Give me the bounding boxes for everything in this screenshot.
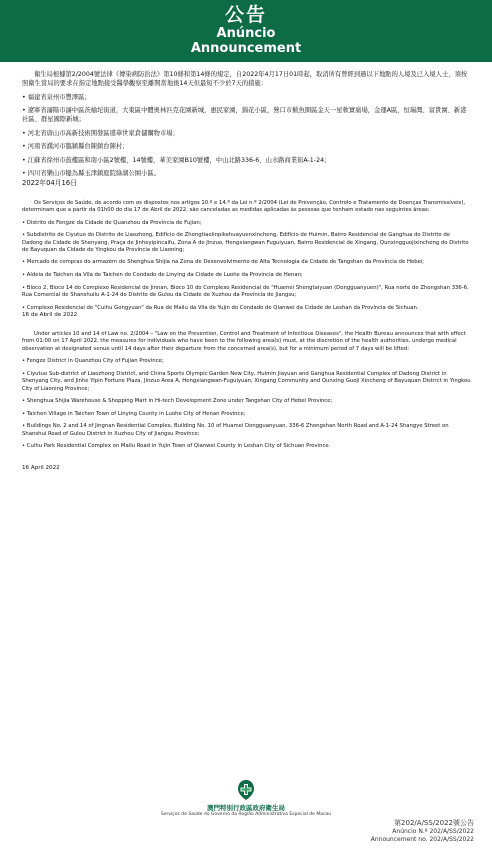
zh-item-5: • 江蘇省徐州市鼓樓區和南小區2號樓，14號樓，華美家園B10號樓，中山北路336-6、山水路商業街A-1-24； [22,156,331,164]
zh-item-6: • 四川省樂山市犍為縣玉津鎮庭院綠湖公園小區。 [22,170,160,178]
ref-en: Announcement no. 202/A/SS/2022 [370,835,474,843]
pt-item-5: • Bloco 2, Bloco 14 do Complexo Residencial de Jinnan, Bloco 10 do Complexo Residencial de "Huamei Shengtaiyuan (Dongguanyuen)", Rua norte de Zhongshan 336-6, Rua Comercial de Shanshuilu A-1-24 do Distrito de Gulou da Cidade de Xuzhou da Província de Jiangsu; [22,284,469,298]
zh-item-4: • 河南省濮河市臨潁縣台陳鎮台陳村； [22,143,129,151]
en-intro: Under articles 10 and 14 of Law no. 2/2004 – "Law on the Prevention, Control and Treatment of Infectious Diseases", the Health Bureau announces that with effect from 01:00 on 17 April 2022, the measures for individuals who have been to the following area(s) must, at the discretion of the health authorities, undergo medical observation at designated venue until 14 days after their departure from the concerned area(s), but for a minimum period of 7 days will be lifted: [22,331,466,352]
pt-intro: Os Serviços de Saúde, de acordo com os dispostos nos artigos 10.º e 14.º da Lei n.º 2/2004 (Lei de Prevenção, Controlo e Tratamento de Doenças Transmissíveis), determinam que a partir da 01h00 do dia 17 de Abril de 2022, são canceladas as medidas aplicadas às pessoas que tenham estado nas seguintes áreas: [22,199,466,214]
en-item-5: • Buildings No. 2 and 14 of Jingnan Residential Complex, Building No. 10 of Huamei Dongguanyuan, 336-6 Zhongshan North Road and A-1-24 Shangye Street on Shanshui Road of Gulou District in Xuzhou City of Jiangsu Province; [22,423,449,437]
pt-item-2: • Subdistrito de Ciyutuo do Distrito de Liaozhong, Edifício de Zhongtiaolinpikehuayuenxincheng, Edifício de Huimin, Bairro Residencial de Ganghua do Distrito de Dadong da Cidade de Shenyang, Praça de Jinheyipincaifu, Zona A de Jinzuo, Hengxiangwan Fuguiyuan, Bairro Residencial de Xingang, Qunxingguojixincheng do Distrito de Bayuquan da Cidade de Yingkou da Província de Liaoning; [22,232,469,253]
pt-item-6: • Complexo Residencial de "Cuihu Gongyuan" da Rua de Mailu da Vila de Yujin do Condado de Qianwei da Cidade de Leshan da Província de Sichuan. [22,304,419,311]
zh-date: 2022年04月16日 [22,178,77,187]
health-bureau-logo-icon [234,778,258,802]
zh-list [22,93,472,179]
english-section [22,331,472,472]
zh-item-2: • 遼寧省瀋陽市瀋中區茨榆坨街道，大東區中體奧林匹克花園新城，惠民家園，錦花小區，營口市鮁魚圈區金天一星軟實廣場，金運A區，恒瑞灣、富貴園、新港社區、群星國際新城； [22,107,467,124]
announcement-header [0,0,492,62]
en-date: 16 April 2022 [22,464,60,471]
en-item-2: • Ciyutuo Sub-district of Liaozhong District, and China Sports Olympic Garden New City, Huimin Jiayuan and Ganghua Residential Complex of Dadong District in Shenyang City, and Jinhe Yipin Fortune Plaza, Jinzuo Area A, Hengxiangwan-Fuguiyuan, Xingang Community and Qunxing Guoji Xincheng of Bayuquan District in Yingkou City of Liaoning Province; [22,370,471,392]
ref-pt: Anúncio N.º 202/A/SS/2022 [392,827,474,835]
en-item-3: • Shenghua Shijia Warehouse & Shopping Mart in Hi-tech Development Zone under Tangshan City of Hebei Province; [22,398,333,405]
footer [0,778,492,818]
chinese-section [22,70,472,188]
en-item-6: • Cuihu Park Residential Complex on Mailu Road in Yujin Town of Qianwei County in Leshan City of Sichuan Province. [22,443,331,450]
ref-zh: 第202/A/SS/2022號公告 [394,819,474,827]
announcement-body [22,70,472,472]
zh-intro: 衛生局根據第2/2004號法律《傳染病防治法》第10條和第14條的規定，自2022年4月17日01時起，取消所有曾經到過以下地點的人境及已入境人士，須按照衛生當局的要求在指定地點接受醫學觀察至離開當地後14天但最短不少於7天的措施： [22,71,468,88]
pt-list [22,220,472,312]
title-zh: 公告 [224,4,267,26]
en-item-4: • Taichen Village in Taichen Town of Linying County in Luohe City of Henan Province; [22,410,246,417]
footer-org-pt: Serviços de Saúde do Governo da Região Administrativa Especial de Macau [160,812,332,817]
en-list [22,358,472,450]
pt-date: 16 de Abril de 2022 [22,311,78,318]
footer-org-zh: 澳門特別行政區政府衛生局 [207,804,285,812]
title-pt: Anúncio [216,26,276,41]
pt-item-1: • Distrito de Fengze da Cidade de Quanzhou da Província de Fujian; [22,219,202,226]
en-item-1: • Fengze District in Quanzhou City of Fujian Province; [22,358,164,365]
zh-item-1: • 福建省泉州市豐澤區； [22,93,91,101]
announcement-reference [371,820,474,843]
portuguese-section [22,200,472,319]
pt-item-3: • Mercado de compras do armazém de Shenghua Shijia na Zona de Desenvolvimento de Alta Tecnologia da Cidade de Tangshan da Província de Hebei; [22,259,425,266]
pt-item-4: • Aldeia de Taichen da Vila de Taichen do Condado de Linying da Cidade de Luohe da Província de Henan; [22,272,303,279]
title-en: Announcement [190,41,302,56]
zh-item-3: • 河北省唐山市高新技術開發區盛華世家倉儲購物市場； [22,129,179,137]
